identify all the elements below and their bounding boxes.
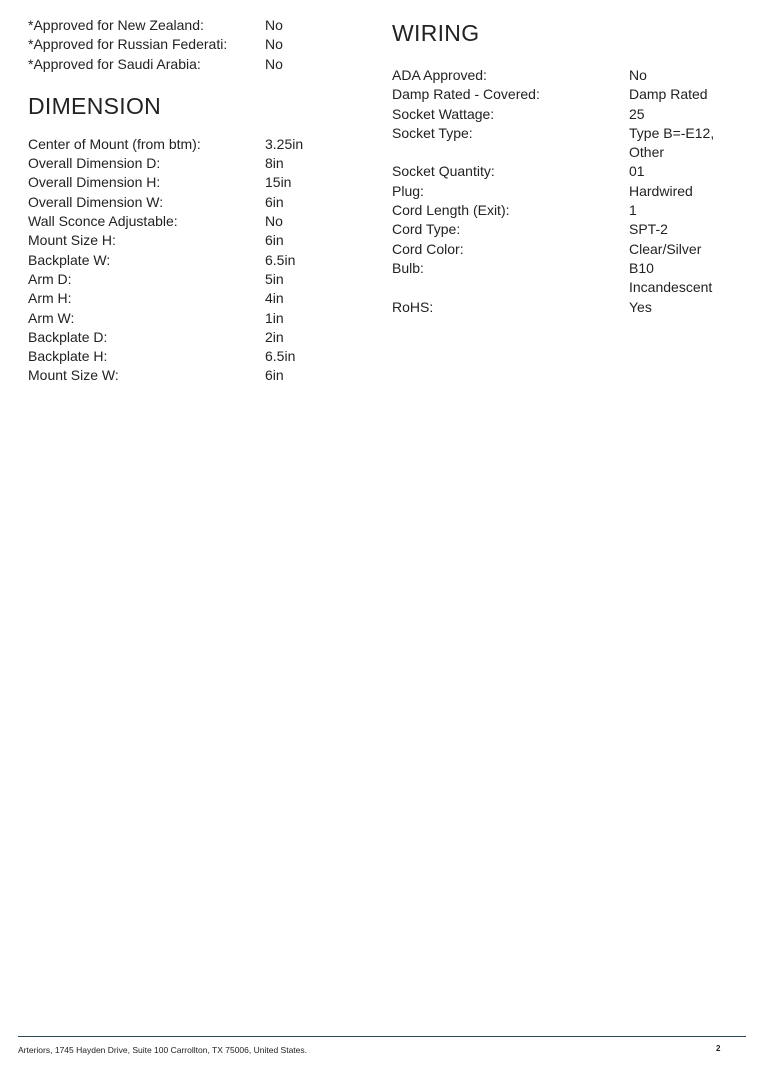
spec-row — [28, 154, 358, 173]
spec-row — [28, 16, 358, 35]
spec-value: 8in — [265, 155, 284, 172]
page-number: 2 — [716, 1044, 721, 1053]
spec-row — [392, 240, 744, 259]
spec-value: 6in — [265, 193, 284, 210]
spec-label: Backplate W: — [28, 251, 111, 268]
spec-value: 6in — [265, 232, 284, 249]
spec-row — [28, 289, 358, 308]
spec-label: Bulb: — [392, 259, 424, 276]
dimension-list — [28, 135, 358, 386]
spec-row — [28, 193, 358, 212]
spec-row — [392, 162, 744, 181]
spec-value: 6in — [265, 367, 284, 384]
spec-label: Socket Type: — [392, 124, 473, 141]
spec-row — [392, 182, 744, 201]
spec-value: Clear/Silver — [629, 240, 702, 257]
spec-value-line: B10 — [629, 259, 654, 276]
spec-label: Socket Quantity: — [392, 163, 495, 180]
spec-row — [392, 298, 744, 317]
spec-value: 1 — [629, 202, 637, 219]
spec-value: No — [265, 17, 283, 33]
spec-value: Damp Rated — [629, 86, 708, 103]
wiring-heading: WIRING — [392, 20, 480, 46]
spec-row — [28, 366, 358, 385]
spec-label: Cord Type: — [392, 221, 461, 238]
spec-label: Overall Dimension W: — [28, 193, 164, 210]
spec-label: Overall Dimension D: — [28, 155, 161, 172]
spec-value: Hardwired — [629, 182, 693, 199]
spec-row — [28, 35, 358, 54]
spec-value — [629, 124, 744, 163]
spec-value: 6.5in — [265, 251, 296, 268]
spec-row — [28, 135, 358, 154]
spec-row — [28, 251, 358, 270]
spec-label: *Approved for New Zealand: — [28, 17, 204, 33]
spec-row — [28, 328, 358, 347]
spec-label: Arm W: — [28, 309, 75, 326]
spec-label: RoHS: — [392, 298, 434, 315]
right-column — [392, 16, 744, 317]
left-column — [28, 16, 358, 386]
spec-value: 01 — [629, 163, 645, 180]
spec-value: No — [629, 67, 647, 83]
spec-row — [28, 231, 358, 250]
spec-label: *Approved for Russian Federati: — [28, 36, 228, 53]
spec-value: Yes — [629, 298, 652, 315]
spec-row — [28, 309, 358, 328]
spec-row — [392, 105, 744, 124]
spec-label: *Approved for Saudi Arabia: — [28, 55, 201, 72]
spec-label: Damp Rated - Covered: — [392, 86, 540, 103]
spec-row — [392, 201, 744, 220]
footer-divider — [18, 1036, 746, 1037]
spec-value-line: Incandescent — [629, 279, 713, 296]
dimension-heading: DIMENSION — [28, 92, 162, 119]
spec-value: No — [265, 55, 283, 72]
spec-label: Arm H: — [28, 290, 72, 307]
spec-label: Mount Size H: — [28, 232, 116, 249]
spec-value — [629, 259, 744, 298]
spec-row — [28, 55, 358, 74]
spec-value: No — [265, 36, 283, 53]
approvals-list — [28, 16, 358, 74]
spec-label: Arm D: — [28, 270, 72, 287]
spec-label: Socket Wattage: — [392, 105, 495, 122]
spec-label: Center of Mount (from btm): — [28, 135, 201, 152]
spec-row — [28, 347, 358, 366]
spec-label: Cord Length (Exit): — [392, 202, 510, 219]
spec-value-line: Type B=-E12, — [629, 124, 715, 141]
spec-value: 3.25in — [265, 135, 304, 152]
spec-value: 6.5in — [265, 348, 296, 365]
footer-address: Arteriors, 1745 Hayden Drive, Suite 100 Carrollton, TX 75006, United States. — [18, 1045, 307, 1055]
spec-label: Backplate D: — [28, 328, 108, 345]
spec-row — [392, 124, 744, 163]
spec-row — [392, 220, 744, 239]
spec-label: Cord Color: — [392, 240, 464, 257]
spec-label: Backplate H: — [28, 348, 108, 365]
spec-row — [392, 259, 744, 298]
spec-value: 5in — [265, 270, 284, 287]
spec-label: Plug: — [392, 182, 424, 199]
spec-value: SPT-2 — [629, 221, 668, 238]
spec-value: 1in — [265, 309, 284, 326]
spec-value: 2in — [265, 328, 284, 345]
spec-row — [392, 85, 744, 104]
spec-row — [28, 270, 358, 289]
spec-row — [392, 66, 744, 85]
spec-value: No — [265, 213, 283, 230]
spec-value: 15in — [265, 174, 292, 191]
spec-label: Mount Size W: — [28, 367, 119, 384]
spec-label: Wall Sconce Adjustable: — [28, 213, 178, 230]
spec-label: Overall Dimension H: — [28, 174, 161, 191]
spec-row — [28, 212, 358, 231]
spec-value: 4in — [265, 290, 284, 307]
spec-value-line: Other — [629, 144, 665, 161]
spec-label: ADA Approved: — [392, 67, 487, 83]
wiring-list — [392, 66, 744, 317]
spec-value: 25 — [629, 105, 645, 122]
spec-row — [28, 173, 358, 192]
